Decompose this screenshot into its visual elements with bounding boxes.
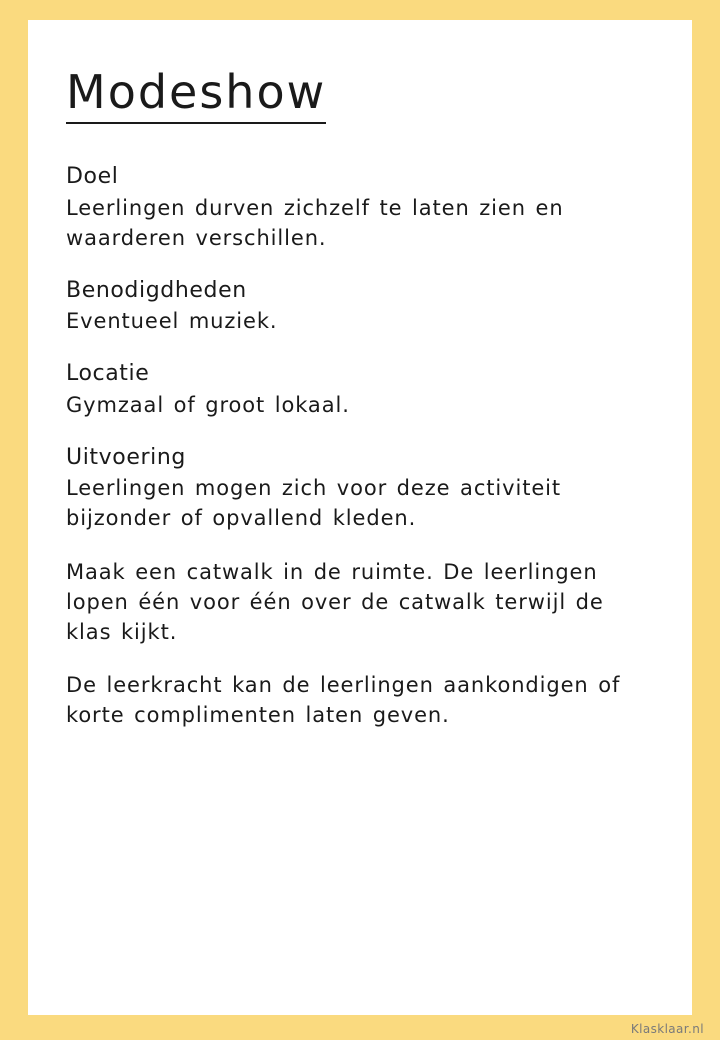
section-uitvoering <box>66 443 654 731</box>
document-card <box>28 20 692 1015</box>
section-heading-benodigdheden: Benodigdheden <box>66 277 247 303</box>
section-paragraph: Leerlingen durven zichzelf te laten zien en waarderen verschillen. <box>66 195 564 250</box>
page-title-wrapper <box>66 65 654 128</box>
section-benodigdheden <box>66 276 654 338</box>
footer-credit: Klasklaar.nl <box>630 1022 704 1036</box>
section-paragraph: De leerkracht kan de leerlingen aankondigen of korte complimenten laten geven. <box>66 673 621 728</box>
paragraph-spacer <box>66 661 654 671</box>
section-paragraph: Maak een catwalk in de ruimte. De leerlingen lopen één voor één over de catwalk terwijl de klas kijkt. <box>66 559 604 644</box>
section-doel <box>66 162 654 253</box>
section-paragraph: Gymzaal of groot lokaal. <box>66 392 350 417</box>
paragraph-spacer <box>66 548 654 558</box>
section-paragraph: Leerlingen mogen zich voor deze activiteit bijzonder of opvallend kleden. <box>66 476 562 531</box>
page-title: Modeshow <box>66 68 326 124</box>
section-heading-doel: Doel <box>66 164 119 190</box>
section-heading-uitvoering: Uitvoering <box>66 444 186 470</box>
section-heading-locatie: Locatie <box>66 361 150 387</box>
section-paragraph: Eventueel muziek. <box>66 309 278 334</box>
section-locatie <box>66 359 654 421</box>
